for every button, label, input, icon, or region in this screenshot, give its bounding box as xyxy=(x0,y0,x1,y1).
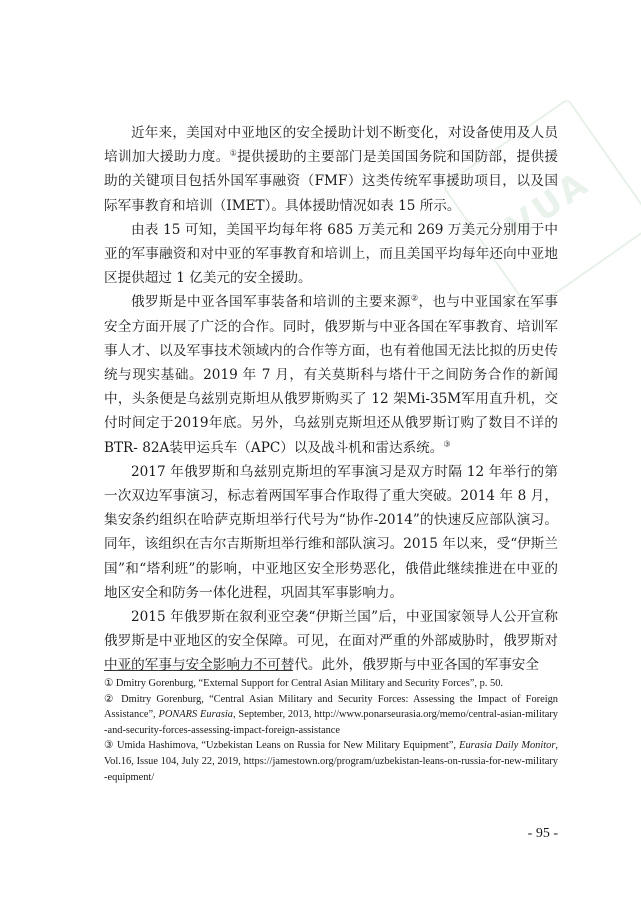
footnote: ① Dmitry Gorenburg, “External Support for Central Asian Military and Security Forces”, p. 50. xyxy=(104,678,503,689)
footnote-divider xyxy=(104,670,293,671)
footnote-ref[interactable]: ③ xyxy=(443,439,451,449)
footnote-ref[interactable]: ② xyxy=(410,293,419,303)
watermark-stamp: VUA xyxy=(442,98,641,312)
body-text xyxy=(104,121,558,678)
paragraph: 俄罗斯是中亚各国军事装备和培训的主要来源②，也与中亚国家在军事安全方面开展了广泛的合作。同时，俄罗斯与中亚各国在军事教育、培训军事人才、以及军事技术领域内的合作等方面，也有着他国无法比拟的历史传统与现实基础。2019 年 7 月，有关莫斯科与塔什干之间防务合作的新闻中，头条便是乌兹别克斯坦从俄罗斯购买了 12 架Mi-35M军用直升机，交付时间定于2019年底。另外，乌兹别克斯坦还从俄罗斯订购了数目不详的BTR- 82A装甲运兵车（APC）以及战斗机和雷达系统。③ xyxy=(104,293,559,456)
paragraph: 由表 15 可知，美国平均每年将 685 万美元和 269 万美元分别用于中亚的军事融资和对中亚的军事教育和培训上，而且美国平均每年还向中亚地区提供超过 1 亿美元的安全援助。 xyxy=(104,221,558,287)
footnote-link[interactable]: https://jamestown.org/program/uzbekistan-leans-on-russia-for-new-military-equipment/ xyxy=(104,755,558,783)
paragraph: 2017 年俄罗斯和乌兹别克斯坦的军事演习是双方时隔 12 年举行的第一次双边军事演习，标志着两国军事合作取得了重大突破。2014 年 8 月，集安条约组织在哈萨克斯坦举行代号为“协作-2014”的快速反应部队演习。同年，该组织在吉尔吉斯斯坦举行维和部队演习。2015 年以来，受“伊斯兰国”和“塔利班”的影响，中亚地区安全形势恶化，俄借此继续推进在中亚的地区安全和防务一体化进程，巩固其军事影响力。 xyxy=(104,463,558,601)
footnote-ref[interactable]: ① xyxy=(229,148,238,158)
page-number: - 95 - xyxy=(527,826,558,841)
footnote-link[interactable]: http://www.ponarseurasia.org/memo/central-asian-military-and-security-forces-assessing-impact-foreign-assistance xyxy=(104,709,558,736)
footnotes xyxy=(104,676,558,785)
footnote: ③ Umida Hashimova, “Uzbekistan Leans on Russia for New Military Equipment”, Eurasia Daily Monitor, Vol.16, Issue 104, July 22, 2019, https://jamestown.org/program/uzbekistan-leans-on-russia-for-new-military-equipment/ xyxy=(104,740,558,783)
paragraph: 2015 年俄罗斯在叙利亚空袭“伊斯兰国”后，中亚国家领导人公开宣称俄罗斯是中亚地区的安全保障。可见，在面对严重的外部威胁时，俄罗斯对中亚的军事与安全影响力不可替代。此外，俄罗斯与中亚各国的军事安全 xyxy=(104,609,558,674)
paragraph: 近年来，美国对中亚地区的安全援助计划不断变化，对设备使用及人员培训加大援助力度。①提供援助的主要部门是美国国务院和国防部，提供援助的关键项目包括外国军事融资（FMF）这类传统军事援助项目，以及国际军事教育和培训（IMET）。具体援助情况如表 15 所示。 xyxy=(104,125,559,214)
footnote: ② Dmitry Gorenburg, “Central Asian Military and Security Forces: Assessing the Impact of Foreign Assistance”, PONARS Eurasia, September, 2013, http://www.ponarseurasia.org/memo/central-asian-military-and-security-forces-assessing-impact-foreign-assistance xyxy=(104,693,558,736)
